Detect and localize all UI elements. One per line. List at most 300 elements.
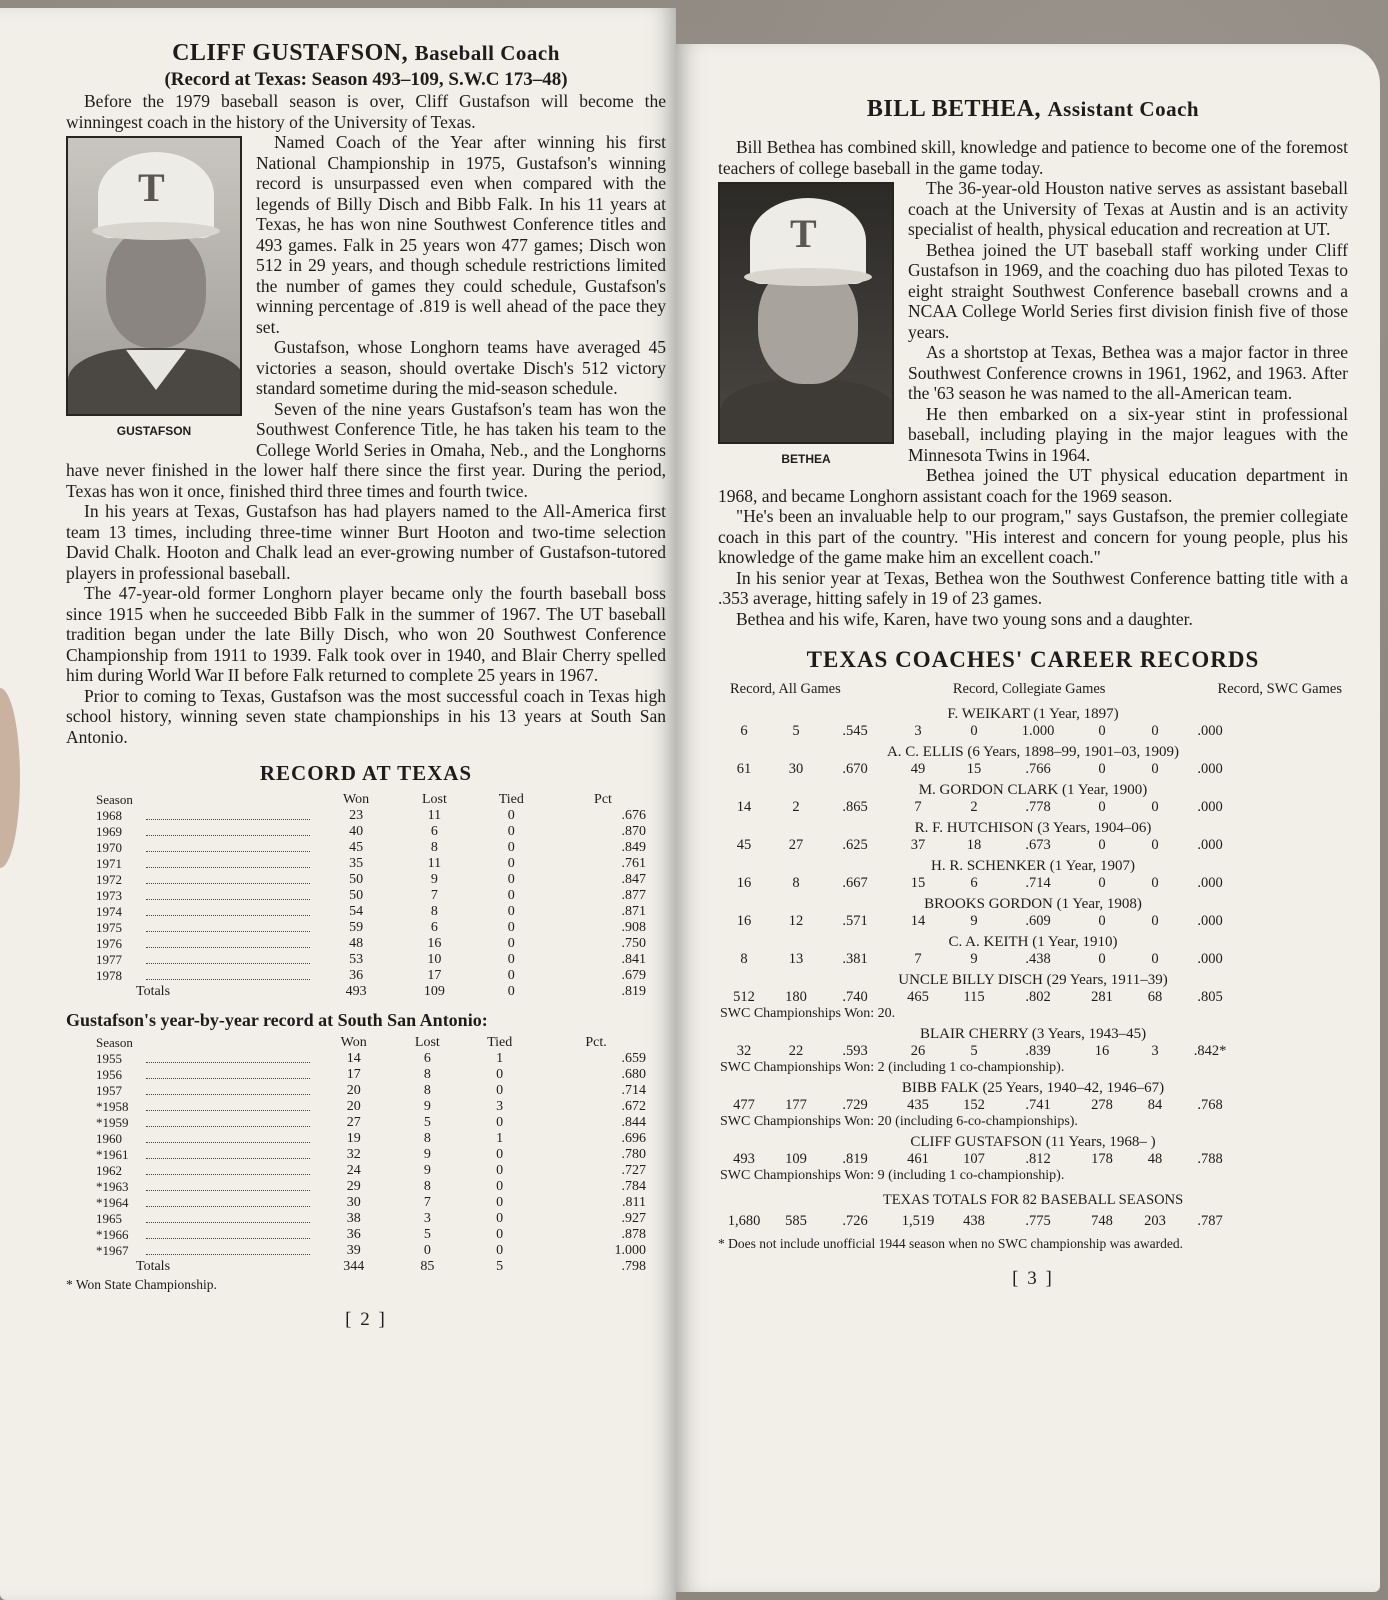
table-cell: 0 xyxy=(423,1243,431,1258)
record-value: .729 xyxy=(842,1097,868,1113)
table-cell: 23 xyxy=(349,808,364,823)
record-value: 18 xyxy=(966,837,982,853)
coach-name: BROOKS GORDON (1 Year, 1908) xyxy=(924,896,1142,912)
bethea-paragraph: Bethea and his wife, Karen, have two young sons and a daughter. xyxy=(736,608,1193,629)
table-cell: 493 xyxy=(345,984,367,999)
record-value: 0 xyxy=(1098,723,1106,739)
table-cell: 0 xyxy=(507,936,515,951)
table-cell: .761 xyxy=(621,856,646,871)
table-header: Won xyxy=(343,792,370,807)
coach-name: CLIFF GUSTAFSON (11 Years, 1968– ) xyxy=(910,1134,1156,1150)
record-value: 16 xyxy=(736,875,752,891)
table-cell: .871 xyxy=(621,904,646,919)
table-row xyxy=(96,1051,656,1067)
table-cell: 1973 xyxy=(96,888,316,904)
table-cell: .784 xyxy=(621,1179,646,1194)
record-value: .766 xyxy=(1025,761,1051,777)
record-value: 84 xyxy=(1147,1097,1163,1113)
record-value: .625 xyxy=(842,837,868,853)
record-value: 0 xyxy=(1151,951,1159,967)
record-value: .000 xyxy=(1197,723,1223,739)
table-cell: 1957 xyxy=(96,1083,316,1099)
record-value: 8 xyxy=(740,951,748,967)
swc-championships-note: SWC Championships Won: 20. xyxy=(720,1006,896,1021)
record-value: .000 xyxy=(1197,913,1223,929)
table-row xyxy=(96,824,656,840)
coach-record xyxy=(718,820,1348,854)
table-cell: 1976 xyxy=(96,936,316,952)
table-header: Tied xyxy=(498,792,524,807)
table-cell: 0 xyxy=(496,1227,504,1242)
table-row xyxy=(96,1147,656,1163)
record-value: 178 xyxy=(1091,1151,1113,1167)
bethea-photo-caption: BETHEA xyxy=(781,452,831,466)
table-cell: .672 xyxy=(621,1099,646,1114)
gustafson-paragraph: Named Coach of the Year after winning his first National Championship in 1975, Gustafson's winning record is unsurpassed even when compared with the legends of Billy Disch and Bibb Falk. In his 11 years at Texas, he has won nine Southwest Conference titles and 493 games. Falk in 25 years won 477 games; Disch won 512 in 29 years, and though schedule restrictions limited the number of games they could schedule, Gustafson's winning percentage of .819 is well ahead of the pace they set. xyxy=(256,132,666,337)
record-value: 15 xyxy=(910,875,926,891)
record-value: 0 xyxy=(1098,761,1106,777)
bethea-paragraph: As a shortstop at Texas, Bethea was a major factor in three Southwest Conference crowns in 1961, 1962, and 1963. After the '63 season he was named to the all-American team. xyxy=(908,342,1348,403)
record-value: 0 xyxy=(1098,951,1106,967)
record-value: 2 xyxy=(970,799,978,815)
record-value: .819 xyxy=(842,1151,868,1167)
coach-record xyxy=(718,896,1348,930)
record-value: .787 xyxy=(1197,1213,1223,1229)
table-cell: 17 xyxy=(346,1067,361,1082)
table-cell: 6 xyxy=(423,1051,431,1066)
state-championship-footnote: * Won State Championship. xyxy=(66,1277,217,1292)
table-cell: 36 xyxy=(346,1227,361,1242)
table-cell: 8 xyxy=(423,1067,431,1082)
coach-numbers xyxy=(718,875,1348,892)
table-cell: *1966 xyxy=(96,1227,316,1243)
table-row xyxy=(96,1227,656,1243)
header-swc-games: Record, SWC Games xyxy=(1217,681,1342,697)
table-cell: 0 xyxy=(507,872,515,887)
texas-totals xyxy=(718,1213,1348,1230)
table-cell: 85 xyxy=(420,1259,435,1274)
record-value: .000 xyxy=(1197,761,1223,777)
record-value: 278 xyxy=(1091,1097,1113,1113)
record-value: 12 xyxy=(788,913,804,929)
table-cell: .659 xyxy=(621,1051,646,1066)
table-cell: 30 xyxy=(346,1195,361,1210)
page-number-left: [ 2 ] xyxy=(345,1309,387,1330)
table-cell: 0 xyxy=(496,1083,504,1098)
coach-name: H. R. SCHENKER (1 Year, 1907) xyxy=(931,858,1135,874)
table-cell: 5 xyxy=(496,1259,504,1274)
coach-numbers xyxy=(718,761,1348,778)
table-cell: .780 xyxy=(621,1147,646,1162)
table-cell: 48 xyxy=(349,936,364,951)
table-row xyxy=(96,920,656,936)
record-value: 16 xyxy=(736,913,752,929)
coach-name: F. WEIKART (1 Year, 1897) xyxy=(947,706,1119,722)
table-row xyxy=(96,1099,656,1115)
table-cell: 0 xyxy=(507,968,515,983)
table-cell: *1959 xyxy=(96,1115,316,1131)
record-value: 203 xyxy=(1144,1213,1166,1229)
record-value: .812 xyxy=(1025,1151,1051,1167)
career-footnote: * Does not include unofficial 1944 season when no SWC championship was awarded. xyxy=(718,1236,1184,1251)
table-cell: 0 xyxy=(507,904,515,919)
record-value: .667 xyxy=(842,875,868,891)
table-cell: .908 xyxy=(621,920,646,935)
record-value: 14 xyxy=(736,799,752,815)
table-cell: 8 xyxy=(423,1083,431,1098)
record-value: 68 xyxy=(1147,989,1163,1005)
record-value: 1,519 xyxy=(901,1213,935,1229)
table-cell: *1964 xyxy=(96,1195,316,1211)
table-cell: .680 xyxy=(621,1067,646,1082)
table-header: Pct. xyxy=(585,1035,607,1050)
table-cell: .849 xyxy=(621,840,646,855)
table-cell: Totals xyxy=(136,984,171,999)
coach-record xyxy=(718,782,1348,816)
gustafson-paragraph: In his years at Texas, Gustafson has had players named to the All-America first team 13 times, including three-time winner Burt Hooton and two-time selection David Chalk. Hooton and Chalk lead an ever-growing number of Gustafson-tutored players in professional baseball. xyxy=(66,501,666,583)
thumb xyxy=(0,688,20,868)
record-value: .571 xyxy=(842,913,868,929)
record-value: .381 xyxy=(842,951,868,967)
swc-championships-note: SWC Championships Won: 9 (including 1 co-championship). xyxy=(720,1168,1065,1183)
record-value: 1.000 xyxy=(1021,723,1055,739)
coach-name: R. F. HUTCHISON (3 Years, 1904–06) xyxy=(914,820,1152,836)
table-row xyxy=(96,856,656,872)
career-records xyxy=(718,647,1348,1252)
record-value: .778 xyxy=(1025,799,1051,815)
coach-record xyxy=(718,1080,1348,1130)
table-row xyxy=(96,1179,656,1195)
record-value: 115 xyxy=(963,989,985,1005)
right-page xyxy=(676,44,1380,1592)
table-cell: 3 xyxy=(496,1099,504,1114)
table-row-totals xyxy=(96,984,656,1000)
bethea-paragraph: Bethea joined the UT physical education department in 1968, and became Longhorn assistant coach for the 1969 season. xyxy=(718,465,1348,506)
table-cell: 1974 xyxy=(96,904,316,920)
gustafson-paragraph: Gustafson, whose Longhorn teams have averaged 45 victories a season, should overtake Disch's 512 victory standard sometime during the mid-season schedule. xyxy=(256,337,666,398)
table-cell: 1977 xyxy=(96,952,316,968)
table-cell: *1958 xyxy=(96,1099,316,1115)
record-value: 477 xyxy=(733,1097,755,1113)
record-at-texas-table xyxy=(96,792,656,1000)
header-all-games: Record, All Games xyxy=(730,681,841,697)
table-cell: 5 xyxy=(423,1227,431,1242)
record-value: 2 xyxy=(792,799,800,815)
record-value: 152 xyxy=(963,1097,985,1113)
table-cell: 1978 xyxy=(96,968,316,984)
record-value: 0 xyxy=(1151,913,1159,929)
record-value: 180 xyxy=(785,989,807,1005)
south-san-antonio-table xyxy=(96,1035,656,1275)
record-value: 465 xyxy=(907,989,929,1005)
table-cell: 14 xyxy=(346,1051,361,1066)
gustafson-name: CLIFF GUSTAFSON, xyxy=(172,40,409,66)
gustafson-paragraph: The 47-year-old former Longhorn player became only the fourth baseball boss since 1915 when he succeeded Bibb Falk in the summer of 1967. The UT baseball tradition began under the late Billy Disch, who won 20 Southwest Conference Championship from 1911 to 1939. Falk took over in 1940, and Blair Cherry spelled him during World War II before Falk returned to complete 25 years in 1967. xyxy=(66,583,666,685)
table-cell: 39 xyxy=(346,1243,361,1258)
record-value: .545 xyxy=(842,723,868,739)
career-records-title: TEXAS COACHES' CAREER RECORDS xyxy=(806,647,1260,672)
coach-name: C. A. KEITH (1 Year, 1910) xyxy=(948,934,1118,950)
record-at-texas-title: RECORD AT TEXAS xyxy=(259,761,473,785)
table-cell: 7 xyxy=(430,888,438,903)
record-value: 49 xyxy=(910,761,926,777)
table-cell: 20 xyxy=(346,1083,361,1098)
record-value: 61 xyxy=(736,761,752,777)
south-san-antonio-rows xyxy=(96,1051,656,1275)
record-value: .000 xyxy=(1197,799,1223,815)
record-value: .802 xyxy=(1025,989,1051,1005)
table-cell: 0 xyxy=(496,1067,504,1082)
table-cell: 50 xyxy=(349,872,364,887)
table-cell: 1 xyxy=(496,1051,504,1066)
table-cell: 1968 xyxy=(96,808,316,824)
record-value: 45 xyxy=(736,837,752,853)
table-cell: 16 xyxy=(427,936,442,951)
table-cell: 59 xyxy=(349,920,364,935)
gustafson-photo: T xyxy=(66,136,242,416)
table-row xyxy=(96,1115,656,1131)
table-cell: .714 xyxy=(621,1083,646,1098)
coach-numbers xyxy=(718,1043,1348,1060)
record-value: 107 xyxy=(963,1151,985,1167)
table-cell: 6 xyxy=(430,920,438,935)
record-value: 6 xyxy=(970,875,978,891)
table-cell: 24 xyxy=(346,1163,361,1178)
table-header: Tied xyxy=(487,1035,513,1050)
header-collegiate-games: Record, Collegiate Games xyxy=(952,681,1106,697)
bethea-paragraph: Bethea joined the UT baseball staff working under Cliff Gustafson in 1969, and the coaching duo has piloted Texas to eight straight Southwest Conference baseball crowns and a NCAA College World Series first division finish five of those years. xyxy=(908,239,1348,342)
table-cell: .878 xyxy=(621,1227,646,1242)
record-value: 493 xyxy=(733,1151,755,1167)
table-cell: 1956 xyxy=(96,1067,316,1083)
coach-record xyxy=(718,706,1348,740)
gustafson-title xyxy=(66,40,666,67)
table-header: Lost xyxy=(414,1035,440,1050)
table-cell: 0 xyxy=(496,1115,504,1130)
coach-name: BLAIR CHERRY (3 Years, 1943–45) xyxy=(919,1026,1147,1042)
record-value: 0 xyxy=(1098,913,1106,929)
table-cell: 50 xyxy=(349,888,364,903)
gustafson-record-subtitle: (Record at Texas: Season 493–109, S.W.C 173–48) xyxy=(164,69,568,90)
record-value: 0 xyxy=(1151,837,1159,853)
table-cell: 0 xyxy=(507,808,515,823)
record-value: 6 xyxy=(740,723,748,739)
record-value: 8 xyxy=(792,875,800,891)
record-value: 0 xyxy=(1151,761,1159,777)
table-cell: 0 xyxy=(496,1179,504,1194)
coach-numbers xyxy=(718,1097,1348,1114)
table-cell: 1970 xyxy=(96,840,316,856)
table-cell: .727 xyxy=(621,1163,646,1178)
table-cell: 40 xyxy=(349,824,364,839)
table-cell: 1955 xyxy=(96,1051,316,1067)
record-value: 14 xyxy=(910,913,926,929)
record-value: 22 xyxy=(788,1043,804,1059)
record-value: 13 xyxy=(788,951,804,967)
coach-record xyxy=(718,1026,1348,1076)
table-cell: 1962 xyxy=(96,1163,316,1179)
bethea-paragraph: He then embarked on a six-year stint in professional baseball, including playing in the major leagues with the Minnesota Twins in 1964. xyxy=(908,403,1348,465)
table-cell: .811 xyxy=(622,1195,646,1210)
bethea-intro-paragraph: Bill Bethea has combined skill, knowledge and patience to become one of the foremost teachers of college baseball in the game today. xyxy=(718,137,1348,178)
record-value: .740 xyxy=(842,989,868,1005)
bethea-paragraph: The 36-year-old Houston native serves as assistant baseball coach at the University of Texas at Austin and is an activity specialist of health, physical education and recreation at UT. xyxy=(908,178,1348,239)
table-row xyxy=(96,872,656,888)
coach-numbers xyxy=(718,989,1348,1006)
table-cell: 1972 xyxy=(96,872,316,888)
table-row xyxy=(96,1211,656,1227)
table-cell: 7 xyxy=(423,1195,431,1210)
gustafson-role: Baseball Coach xyxy=(414,41,560,65)
table-row xyxy=(96,1131,656,1147)
record-value: 5 xyxy=(792,723,800,739)
table-header: Won xyxy=(340,1035,367,1050)
coach-record xyxy=(718,934,1348,968)
coach-numbers xyxy=(718,1151,1348,1168)
table-cell: 6 xyxy=(430,824,438,839)
table-cell: 1.000 xyxy=(614,1243,646,1258)
texas-totals-title: TEXAS TOTALS FOR 82 BASEBALL SEASONS xyxy=(882,1192,1184,1208)
coach-name: UNCLE BILLY DISCH (29 Years, 1911–39) xyxy=(898,972,1168,988)
table-cell: .877 xyxy=(621,888,646,903)
coach-name: A. C. ELLIS (6 Years, 1898–99, 1901–03, 1909) xyxy=(886,744,1180,760)
left-page-content xyxy=(66,40,666,1331)
table-cell: 53 xyxy=(349,952,364,967)
table-header: Season xyxy=(96,1035,133,1050)
gustafson-photo-caption: GUSTAFSON xyxy=(116,424,192,438)
table-row-totals xyxy=(96,1259,656,1275)
table-row xyxy=(96,1067,656,1083)
record-value: 3 xyxy=(914,723,922,739)
bethea-role: Assistant Coach xyxy=(1047,97,1200,121)
record-value: .000 xyxy=(1197,875,1223,891)
table-cell: *1963 xyxy=(96,1179,316,1195)
gustafson-paragraph: Prior to coming to Texas, Gustafson was the most successful coach in Texas high school history, winning seven state championships in his 13 years at South San Antonio. xyxy=(66,685,666,747)
record-value: 585 xyxy=(785,1213,807,1229)
coach-numbers xyxy=(718,799,1348,816)
gustafson-photo-block xyxy=(66,136,242,438)
record-value: 512 xyxy=(733,989,755,1005)
record-value: .865 xyxy=(842,799,868,815)
coach-name: BIBB FALK (25 Years, 1940–42, 1946–67) xyxy=(901,1080,1165,1096)
table-cell: 17 xyxy=(427,968,442,983)
right-page-content xyxy=(718,96,1348,1290)
table-cell: 0 xyxy=(507,824,515,839)
record-value: .839 xyxy=(1025,1043,1051,1059)
career-records-headers xyxy=(718,681,1348,702)
table-row xyxy=(96,904,656,920)
record-value: .000 xyxy=(1197,837,1223,853)
coach-record xyxy=(718,1134,1348,1184)
record-value: 0 xyxy=(1151,723,1159,739)
table-cell: .927 xyxy=(621,1211,646,1226)
record-value: 26 xyxy=(910,1043,926,1059)
page-number-right: [ 3 ] xyxy=(1012,1268,1054,1289)
record-value: 281 xyxy=(1091,989,1113,1005)
record-value: .714 xyxy=(1025,875,1051,891)
record-value: .593 xyxy=(842,1043,868,1059)
coach-numbers xyxy=(718,951,1348,968)
bethea-photo: T xyxy=(718,182,894,444)
table-cell: .798 xyxy=(621,1259,646,1274)
table-cell: 9 xyxy=(423,1163,431,1178)
bethea-paragraph: "He's been an invaluable help to our program," says Gustafson, the premier collegiate coach in this part of the country. "His interest and concern for young people, plus his knowledge of the game make him an excellent coach." xyxy=(718,506,1348,567)
coach-record xyxy=(718,744,1348,778)
table-cell: 9 xyxy=(430,872,438,887)
coach-numbers xyxy=(718,913,1348,930)
table-cell: 0 xyxy=(507,952,515,967)
table-cell: 1 xyxy=(496,1131,504,1146)
table-cell: 0 xyxy=(507,920,515,935)
left-page xyxy=(0,8,676,1600)
table-row xyxy=(96,936,656,952)
gustafson-intro-paragraph: Before the 1979 baseball season is over, Cliff Gustafson will become the winningest coach in the history of the University of Texas. xyxy=(66,91,666,132)
table-cell: 29 xyxy=(346,1179,361,1194)
record-value: .775 xyxy=(1025,1213,1051,1229)
coach-numbers xyxy=(718,837,1348,854)
table-cell: 20 xyxy=(346,1099,361,1114)
texas-totals-numbers xyxy=(718,1213,1348,1230)
record-value: 37 xyxy=(910,837,926,853)
gustafson-paragraph: Seven of the nine years Gustafson's team has won the Southwest Conference Title, he has taken his team to the College World Series in Omaha, Neb., and the Longhorns have never finished in the lower half there since the first year. During the period, Texas has won it once, finished third three times and fourth twice. xyxy=(66,398,666,501)
bethea-title xyxy=(718,96,1348,123)
record-value: .741 xyxy=(1025,1097,1051,1113)
bethea-paragraph: In his senior year at Texas, Bethea won the Southwest Conference batting title with a .353 average, hitting safely in 19 of 23 games. xyxy=(718,567,1348,608)
table-row xyxy=(96,1083,656,1099)
coach-records xyxy=(718,706,1348,1184)
table-cell: .679 xyxy=(621,968,646,983)
swc-championships-note: SWC Championships Won: 2 (including 1 co-championship). xyxy=(720,1060,1065,1075)
table-row xyxy=(96,888,656,904)
table-cell: 35 xyxy=(349,856,364,871)
table-cell: 19 xyxy=(346,1131,361,1146)
south-san-antonio-title: Gustafson's year-by-year record at South San Antonio: xyxy=(66,1010,488,1030)
record-value: 0 xyxy=(1098,837,1106,853)
table-cell: 3 xyxy=(423,1211,431,1226)
table-cell: .847 xyxy=(621,872,646,887)
table-cell: 0 xyxy=(496,1163,504,1178)
record-value: 0 xyxy=(1098,799,1106,815)
table-cell: 9 xyxy=(423,1147,431,1162)
record-at-texas-rows xyxy=(96,808,656,1000)
record-value: 177 xyxy=(785,1097,807,1113)
table-cell: .844 xyxy=(621,1115,646,1130)
record-value: 7 xyxy=(914,951,922,967)
swc-championships-note: SWC Championships Won: 20 (including 6-co-championships). xyxy=(720,1114,1078,1129)
record-value: 748 xyxy=(1091,1213,1113,1229)
record-value: 9 xyxy=(970,951,978,967)
record-value: 48 xyxy=(1147,1151,1163,1167)
coach-numbers xyxy=(718,723,1348,740)
record-value: .670 xyxy=(842,761,868,777)
table-row xyxy=(96,952,656,968)
record-value: 435 xyxy=(907,1097,929,1113)
table-cell: .676 xyxy=(621,808,646,823)
coach-record xyxy=(718,972,1348,1022)
table-row xyxy=(96,1243,656,1259)
table-cell: Totals xyxy=(136,1259,171,1274)
table-cell: 0 xyxy=(507,984,515,999)
table-cell: 11 xyxy=(427,856,442,871)
table-cell: 1969 xyxy=(96,824,316,840)
table-cell: 109 xyxy=(423,984,445,999)
table-cell: .819 xyxy=(621,984,646,999)
table-header: Season xyxy=(96,792,133,807)
table-cell: .750 xyxy=(621,936,646,951)
record-value: 30 xyxy=(788,761,804,777)
table-cell: *1961 xyxy=(96,1147,316,1163)
bethea-name: BILL BETHEA, xyxy=(866,96,1041,122)
